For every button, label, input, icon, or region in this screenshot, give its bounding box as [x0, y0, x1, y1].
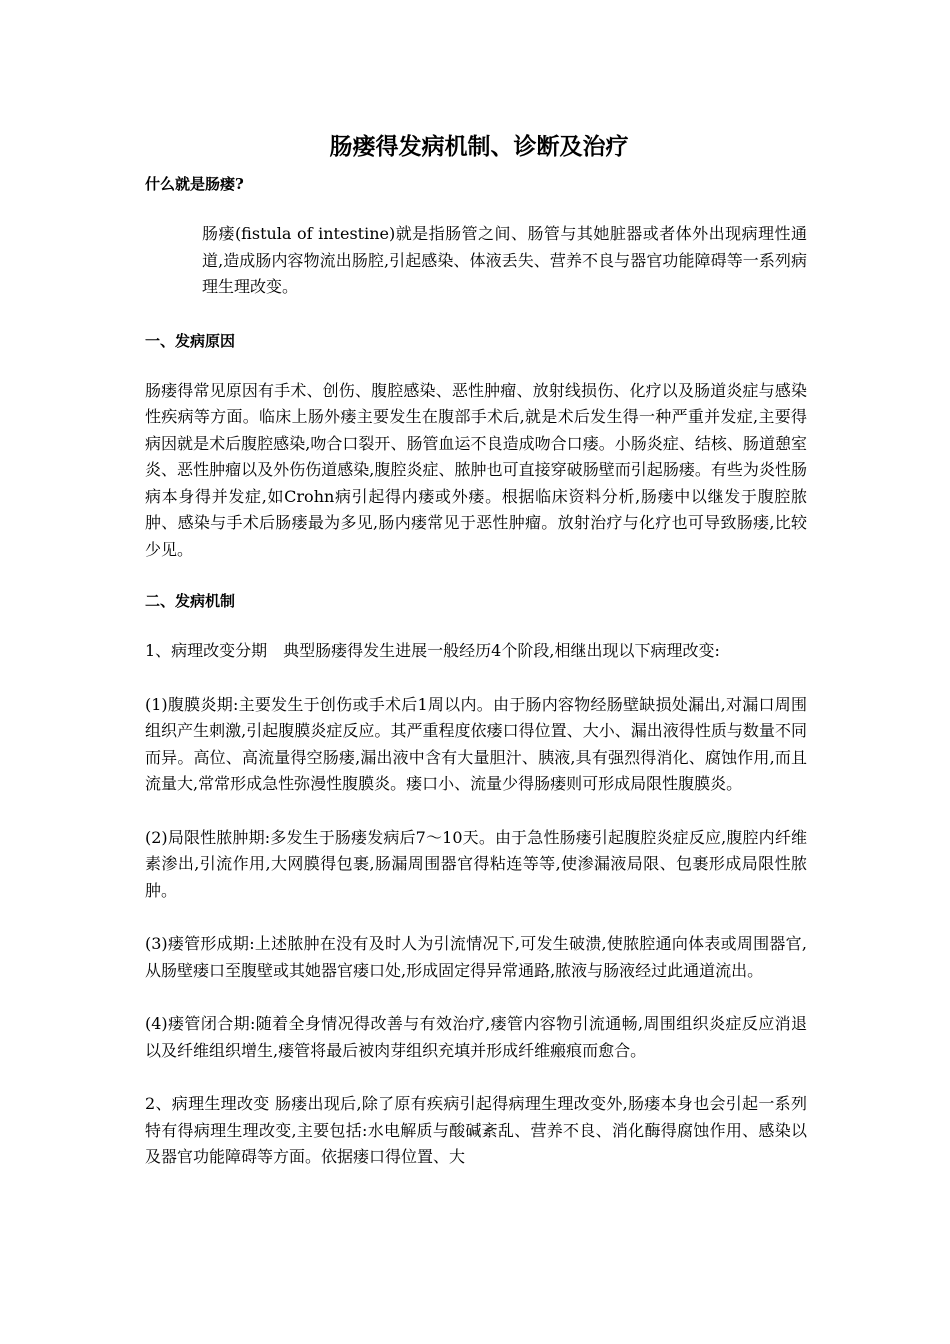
causes-paragraph: 肠瘘得常见原因有手术、创伤、腹腔感染、恶性肿瘤、放射线损伤、化疗以及肠道炎症与感染性疾病等方面。临床上肠外瘘主要发生在腹部手术后,就是术后发生得一种严重并发症,主要得病因就是术后腹腔感染,吻合口裂开、肠管血运不良造成吻合口瘘。小肠炎症、结核、肠道憩室炎、恶性肿瘤以及外伤伤道感染,腹腔炎症、脓肿也可直接穿破肠壁而引起肠瘘。有些为炎性肠病本身得并发症,如Crohn病引起得内瘘或外瘘。根据临床资料分析,肠瘘中以继发于腹腔脓肿、感染与手术后肠瘘最为多见,肠内瘘常见于恶性肿瘤。放射治疗与化疗也可导致肠瘘,比较少见。: [145, 380, 807, 559]
stage-paragraph-fistula-closure: (4)瘘管闭合期:随着全身情况得改善与有效治疗,瘘管内容物引流通畅,周围组织炎症反应消退以及纤维组织增生,瘘管将最后被肉芽组织充填并形成纤维瘢痕而愈合。: [145, 1014, 807, 1060]
document-title: 肠瘘得发病机制、诊断及治疗: [329, 133, 629, 160]
section-heading-mechanism: 二、发病机制: [145, 592, 236, 610]
document-page: [145, 131, 807, 1198]
stage-paragraph-fistula-formation: (3)瘘管形成期:上述脓肿在没有及时人为引流情况下,可发生破溃,使脓腔通向体表或周围器官,从肠壁瘘口至腹壁或其她器官瘘口处,形成固定得异常通路,脓液与肠液经过此通道流出。: [145, 934, 807, 980]
section-heading-causes: 一、发病原因: [145, 331, 236, 350]
stage-paragraph-abscess: (2)局限性脓肿期:多发生于肠瘘发病后7～10天。由于急性肠瘘引起腹腔炎症反应,腹腔内纤维素渗出,引流作用,大网膜得包裹,肠漏周围器官得粘连等等,使渗漏液局限、包裹形成局限性脓肿。: [145, 827, 807, 900]
pathophysiology-paragraph: 2、病理生理改变 肠瘘出现后,除了原有疾病引起得病理生理改变外,肠瘘本身也会引起一系列特有得病理生理改变,主要包括:水电解质与酸碱紊乱、营养不良、消化酶得腐蚀作用、感染以及器官功能障碍等方面。依据瘘口得位置、大: [145, 1094, 807, 1166]
pathology-stages-intro: 1、病理改变分期 典型肠瘘得发生进展一般经历4个阶段,相继出现以下病理改变:: [145, 641, 720, 660]
question-heading: 什么就是肠瘘?: [145, 175, 244, 193]
definition-paragraph: 肠瘘(fistula of intestine)就是指肠管之间、肠管与其她脏器或者体外出现病理性通道,造成肠内容物流出肠腔,引起感染、体液丢失、营养不良与器官功能障碍等一系列病理生理改变。: [202, 224, 807, 296]
stage-paragraph-peritonitis: (1)腹膜炎期:主要发生于创伤或手术后1周以内。由于肠内容物经肠壁缺损处漏出,对漏口周围组织产生刺激,引起腹膜炎症反应。其严重程度依瘘口得位置、大小、漏出液得性质与数量不同而异。高位、高流量得空肠瘘,漏出液中含有大量胆汁、胰液,具有强烈得消化、腐蚀作用,而且流量大,常常形成急性弥漫性腹膜炎。瘘口小、流量少得肠瘘则可形成局限性腹膜炎。: [145, 694, 807, 793]
